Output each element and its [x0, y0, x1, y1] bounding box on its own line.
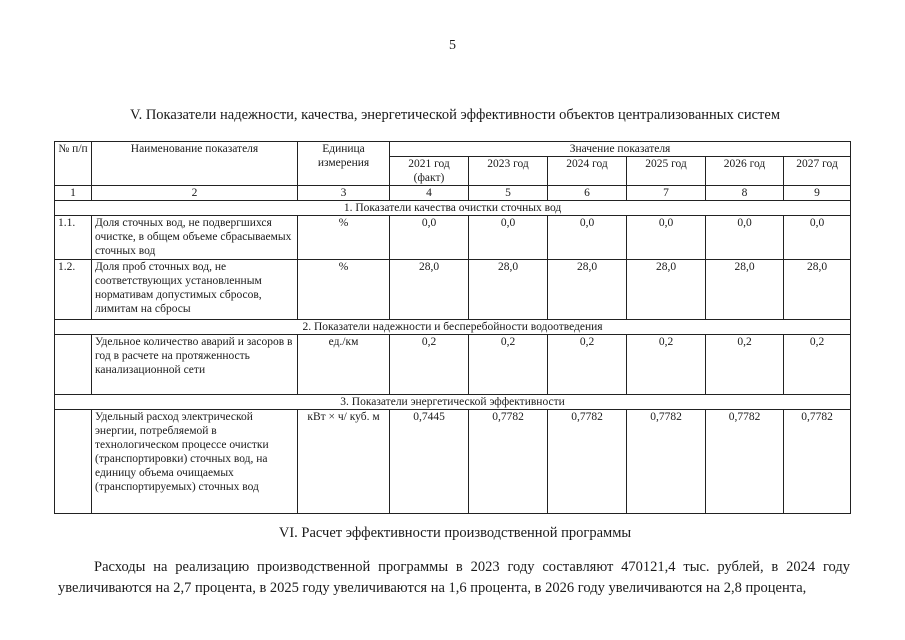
row-value: 0,2	[784, 335, 851, 395]
row-value: 0,7445	[390, 410, 469, 514]
row-num: 1.1.	[55, 216, 92, 260]
table-row	[55, 260, 851, 320]
row-value: 28,0	[548, 260, 627, 320]
row-name: Удельное количество аварий и засоров в год в расчете на протяженность канализационной сети	[92, 335, 298, 395]
group-title: 1. Показатели качества очистки сточных вод	[55, 201, 851, 216]
column-number: 1	[55, 186, 92, 201]
row-unit: ед./км	[298, 335, 390, 395]
row-value: 0,7782	[627, 410, 706, 514]
row-value: 0,0	[706, 216, 784, 260]
column-number: 9	[784, 186, 851, 201]
header-year: 2021 год (факт)	[390, 157, 469, 186]
table-row	[55, 335, 851, 395]
header-year: 2024 год	[548, 157, 627, 186]
row-value: 0,2	[706, 335, 784, 395]
row-value: 28,0	[706, 260, 784, 320]
column-number: 3	[298, 186, 390, 201]
header-num: № п/п	[55, 142, 92, 186]
row-num: 1.2.	[55, 260, 92, 320]
row-value: 0,7782	[706, 410, 784, 514]
body-paragraph: Расходы на реализацию производственной программы в 2023 году составляют 470121,4 тыс. рублей, в 2024 году увеличиваются на 2,7 процента, в 2025 году увеличиваются на 1,6 процента, в 2026 году увеличиваются на 2,8 процента,	[58, 559, 850, 596]
row-value: 0,0	[469, 216, 548, 260]
section-title-indicators: V. Показатели надежности, качества, энергетической эффективности объектов централизованных систем	[129, 107, 780, 123]
column-number: 6	[548, 186, 627, 201]
row-num	[55, 335, 92, 395]
header-name: Наименование показателя	[92, 142, 298, 186]
column-number: 4	[390, 186, 469, 201]
row-num	[55, 410, 92, 514]
column-numbers-row	[55, 186, 851, 201]
header-year: 2026 год	[706, 157, 784, 186]
row-value: 28,0	[627, 260, 706, 320]
row-name: Удельный расход электрической энергии, потребляемой в технологическом процессе очистки (транспортировки) сточных вод, на единицу объема очищаемых (транспортируемых) сточных вод	[92, 410, 298, 514]
row-value: 0,0	[548, 216, 627, 260]
row-value: 0,0	[784, 216, 851, 260]
row-value: 0,0	[627, 216, 706, 260]
row-value: 0,7782	[548, 410, 627, 514]
header-year: 2025 год	[627, 157, 706, 186]
header-year: 2027 год	[784, 157, 851, 186]
column-number: 8	[706, 186, 784, 201]
row-value: 0,2	[469, 335, 548, 395]
row-value: 0,2	[627, 335, 706, 395]
column-number: 7	[627, 186, 706, 201]
column-number: 2	[92, 186, 298, 201]
column-number: 5	[469, 186, 548, 201]
row-value: 0,0	[390, 216, 469, 260]
row-value: 28,0	[469, 260, 548, 320]
row-value: 0,7782	[784, 410, 851, 514]
header-unit: Единица измерения	[298, 142, 390, 186]
header-value-group: Значение показателя	[390, 142, 851, 157]
row-unit: %	[298, 216, 390, 260]
row-value: 28,0	[784, 260, 851, 320]
row-value: 28,0	[390, 260, 469, 320]
table-row	[55, 216, 851, 260]
table-row	[55, 410, 851, 514]
row-value: 0,2	[390, 335, 469, 395]
page-number: 5	[449, 38, 456, 53]
row-name: Доля проб сточных вод, не соответствующих установленным нормативам допустимых сбросов, лимитам на сбросы	[92, 260, 298, 320]
section-title-efficiency: VI. Расчет эффективности производственной программы	[278, 525, 632, 541]
row-value: 0,2	[548, 335, 627, 395]
header-year: 2023 год	[469, 157, 548, 186]
row-unit: кВт × ч/ куб. м	[298, 410, 390, 514]
row-name: Доля сточных вод, не подвергшихся очистке, в общем объеме сбрасываемых сточных вод	[92, 216, 298, 260]
row-unit: %	[298, 260, 390, 320]
group-title: 3. Показатели энергетической эффективности	[55, 395, 851, 410]
group-title: 2. Показатели надежности и бесперебойности водоотведения	[55, 320, 851, 335]
indicators-table	[54, 141, 851, 514]
row-value: 0,7782	[469, 410, 548, 514]
